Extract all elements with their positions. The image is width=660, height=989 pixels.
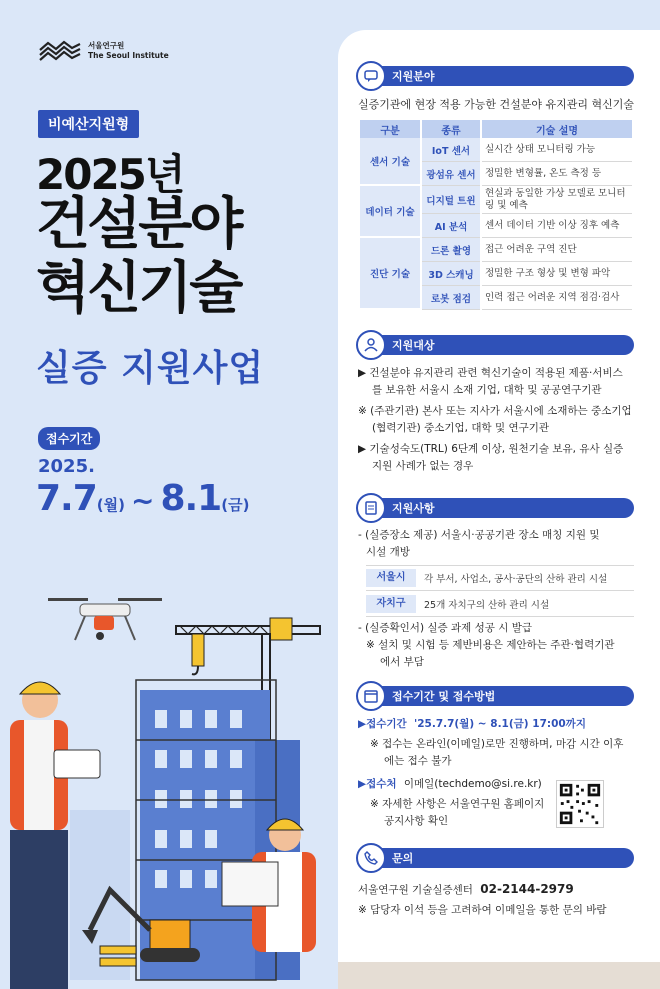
table-row (360, 238, 632, 262)
application-period (358, 716, 586, 733)
table-cell-kind: 로봇 점검 (422, 286, 480, 310)
place-key: 서울시 (366, 569, 416, 587)
table-cell-kind: AI 분석 (422, 214, 480, 238)
table-row (366, 591, 634, 617)
support-items-b2-l3: 에서 부담 (380, 656, 424, 668)
table-cell-kind: IoT 센서 (422, 138, 480, 162)
logo-name-ko: 서울연구원 (88, 41, 125, 50)
target-b3-l2: 지원 사례가 없는 경우 (372, 460, 474, 472)
ground-strip (338, 962, 660, 989)
support-field-intro: 실증기관에 현장 적용 가능한 건설분야 유지관리 혁신기술 (358, 98, 635, 111)
person-icon (356, 330, 386, 360)
document-icon (356, 493, 386, 523)
title-line2: 혁신기술 (36, 256, 241, 321)
type-badge: 비예산지원형 (38, 110, 139, 138)
contact-phone[interactable]: 02-2144-2979 (480, 882, 574, 896)
target-b2-l2: (협력기관) 중소기업, 대학 및 연구기관 (372, 422, 550, 434)
period-year: 2025. (38, 456, 95, 477)
section-contact-header (358, 848, 634, 868)
application-note1-l2: 에는 접수 불가 (384, 755, 452, 767)
table-header-kind: 종류 (422, 120, 480, 138)
logo (38, 38, 169, 64)
period-end: 8.1 (160, 478, 222, 519)
table-cell-kind: 광섬유 센서 (422, 162, 480, 186)
table-cell-desc: 센서 데이터 기반 이상 징후 예측 (482, 214, 632, 238)
table-cell-desc: 정밀한 구조 형상 및 변형 파악 (482, 262, 632, 286)
target-b3-l1: ▶ 기술성숙도(TRL) 6단계 이상, 원천기술 보유, 유사 실증 (358, 443, 624, 455)
section-target-header (358, 335, 634, 355)
table-cell-category: 진단 기술 (360, 238, 420, 310)
table-cell-desc: 접근 어려운 구역 진단 (482, 238, 632, 262)
table-cell-desc: 실시간 상태 모니터링 가능 (482, 138, 632, 162)
support-items-b1-l2: 시설 개방 (366, 546, 410, 558)
section-support-items-header (358, 498, 634, 518)
table-row (360, 138, 632, 162)
construction-illustration (0, 590, 340, 989)
section-support-field-header (358, 66, 634, 86)
chat-icon (356, 61, 386, 91)
table-cell-desc: 현실과 동일한 가상 모델로 모니터링 및 예측 (482, 186, 632, 214)
table-cell-category: 데이터 기술 (360, 186, 420, 238)
place-val: 각 부서, 사업소, 공사·공단의 산하 관리 시설 (424, 574, 608, 585)
application-period-label: ▶접수기간 (358, 718, 407, 730)
section-support-items-title: 지원사항 (392, 502, 435, 515)
table-header-category: 구분 (360, 120, 420, 138)
contact-org: 서울연구원 기술실증센터 (358, 884, 473, 896)
section-target-title: 지원대상 (392, 339, 435, 352)
application-note2-l1: ※ 자세한 사항은 서울연구원 홈페이지 (370, 798, 545, 810)
section-application-header (358, 686, 634, 706)
period-start: 7.7 (36, 478, 97, 519)
place-key: 자치구 (366, 595, 416, 613)
section-support-field-title: 지원분야 (392, 70, 435, 83)
table-row (360, 186, 632, 214)
title-year: 2025년 (36, 150, 184, 199)
application-note2-l2: 공지사항 확인 (384, 815, 449, 827)
target-b1-l1: ▶ 건설분야 유지관리 관련 혁신기술이 적용된 제품·서비스 (358, 367, 623, 379)
place-val: 25개 자치구의 산하 관리 시설 (424, 599, 550, 611)
period-start-day: (월) (96, 496, 125, 514)
contact-line (358, 881, 574, 899)
title-line1: 건설분야 (36, 192, 241, 257)
support-place-table (366, 565, 634, 617)
support-items-b2-l1: - (실증확인서) 실증 과제 성공 시 발급 (358, 622, 533, 634)
table-row (366, 565, 634, 591)
table-cell-kind: 3D 스캐닝 (422, 262, 480, 286)
table-header-desc: 기술 설명 (482, 120, 632, 138)
period-badge: 접수기간 (38, 427, 100, 450)
period-end-day: (금) (221, 496, 250, 514)
support-items-b2-l2: ※ 설치 및 시험 등 제반비용은 제안하는 주관·협력기관 (366, 639, 615, 651)
application-where (358, 776, 542, 793)
support-items-b1-l1: - (실증장소 제공) 서울시·공공기관 장소 매칭 지원 및 (358, 529, 600, 541)
application-where-label: ▶접수처 (358, 778, 397, 790)
application-note1-l1: ※ 접수는 온라인(이메일)로만 진행하며, 마감 시간 이후 (370, 738, 624, 750)
period-tilde: ~ (130, 484, 155, 517)
period-dates (36, 478, 249, 519)
table-cell-desc: 정밀한 변형률, 온도 측정 등 (482, 162, 632, 186)
qr-code-icon[interactable] (556, 780, 604, 828)
contact-note: ※ 담당자 이석 등을 고려하여 이메일을 통한 문의 바람 (358, 904, 607, 916)
table-cell-kind: 디지털 트윈 (422, 186, 480, 214)
table-cell-desc: 인력 접근 어려운 지역 점검·검사 (482, 286, 632, 310)
target-b2-l1: ※ (주관기관) 본사 또는 지사가 서울시에 소재하는 중소기업 (358, 405, 632, 417)
logo-name-en: The Seoul Institute (88, 51, 169, 60)
phone-icon (356, 843, 386, 873)
info-panel (338, 30, 660, 989)
application-where-value[interactable]: 이메일(techdemo@si.re.kr) (403, 778, 542, 790)
section-contact-title: 문의 (392, 852, 414, 865)
table-cell-category: 센서 기술 (360, 138, 420, 186)
drone-icon (48, 598, 162, 640)
title-subtitle: 실증 지원사업 (36, 348, 265, 389)
calendar-icon (356, 681, 386, 711)
application-period-value: '25.7.7(월) ~ 8.1(금) 17:00까지 (414, 718, 586, 730)
target-b1-l2: 를 보유한 서울시 소재 기업, 대학 및 공공연구기관 (372, 384, 602, 396)
tech-table (358, 120, 634, 310)
seoul-institute-logo-icon (38, 38, 82, 64)
table-cell-kind: 드론 촬영 (422, 238, 480, 262)
section-application-title: 접수기간 및 접수방법 (392, 690, 496, 703)
